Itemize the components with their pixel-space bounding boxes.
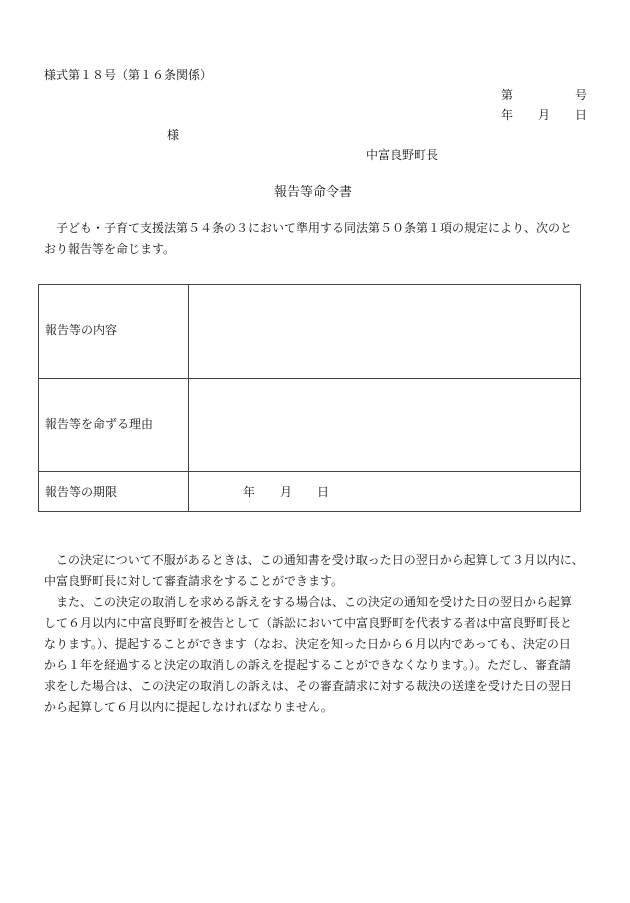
issuer-name: 中富良野町長 [366, 148, 439, 162]
appeal-notice [44, 550, 584, 718]
notice-line: この決定について不服があるときは、この通知書を受け取った日の翌日から起算して３月以内に、 [44, 553, 584, 567]
form-number: 様式第１８号（第１６条関係） [44, 68, 213, 82]
deadline-month-label: 月 [280, 485, 293, 499]
notice-line: から１年を経過すると決定の取消しの訴えを提起することができなくなります。）。ただし、審査請 [44, 658, 572, 672]
table-column-divider [188, 285, 189, 511]
number-prefix: 第 [501, 88, 514, 102]
row-label-deadline: 報告等の期限 [45, 485, 118, 499]
table-row-divider [39, 378, 580, 379]
notice-line: 中富良野町長に対して審査請求をすることができます。 [44, 574, 344, 588]
date-year-label: 年 [501, 108, 514, 122]
date-month-label: 月 [538, 108, 551, 122]
addressee-suffix: 様 [167, 128, 180, 142]
notice-line: なります。）、提起することができます（なお、決定を知った日から６月以内であっても、決定の日 [44, 637, 571, 651]
intro-line: おり報告等を命じます。 [44, 242, 176, 256]
row-label-reason: 報告等を命ずる理由 [45, 417, 154, 431]
notice-line: して６月以内に中富良野町を被告として（訴訟において中富良野町を代表する者は中富良野町長と [44, 616, 573, 630]
table-row-divider [39, 471, 580, 472]
notice-line: から起算して６月以内に提起しなければなりません。 [44, 700, 333, 714]
document-title: 報告等命令書 [274, 185, 353, 200]
number-suffix: 号 [575, 88, 588, 102]
deadline-year-label: 年 [243, 485, 256, 499]
notice-line: また、この決定の取消しを求める訴えをする場合は、この決定の通知を受けた日の翌日から起算 [44, 595, 573, 609]
intro-paragraph [44, 218, 572, 260]
intro-line: 子ども・子育て支援法第５４条の３において準用する同法第５０条第１項の規定により、次のと [44, 221, 573, 235]
report-order-table [38, 284, 581, 512]
deadline-day-label: 日 [317, 485, 330, 499]
date-day-label: 日 [575, 108, 588, 122]
row-label-content: 報告等の内容 [45, 323, 118, 337]
notice-line: 求をした場合は、この決定の取消しの訴えは、その審査請求に対する裁決の送達を受けた日の翌日 [44, 679, 573, 693]
